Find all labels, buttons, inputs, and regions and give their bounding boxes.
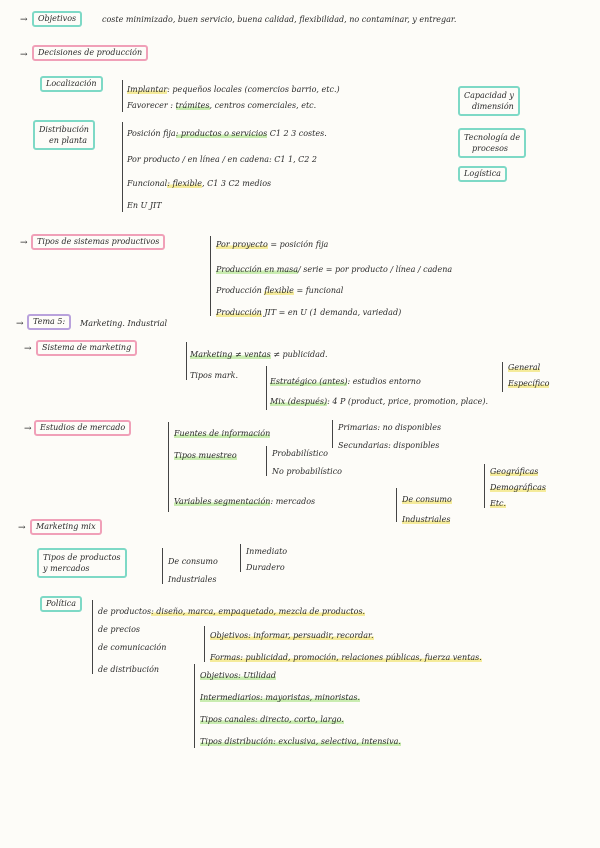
sistema-mkt-text: Sistema de marketing xyxy=(42,343,132,352)
tema-label: Tema 5: xyxy=(33,317,66,326)
produccion-masa-text: / serie = por producto / línea / cadena xyxy=(298,265,453,274)
capacidad-text1: Capacidad y xyxy=(464,91,514,100)
mix-heading xyxy=(30,519,102,535)
comunicacion-objetivos xyxy=(210,632,374,640)
mix-arrow: → xyxy=(18,523,26,533)
comunicacion-objetivos-text: Objetivos: informar, persuadir, recordar. xyxy=(210,631,374,640)
posicion-fija-label: Posición fija xyxy=(127,129,176,138)
mix-text: : 4 P (product, price, promotion, place). xyxy=(327,397,488,406)
variables-text: Variables segmentación xyxy=(174,497,271,506)
distribucion-line3 xyxy=(127,180,271,188)
comunicacion-formas-text: Formas: publicidad, promoción, relaciones públicas, fuerza ventas. xyxy=(210,653,482,662)
politica-distribucion: de distribución xyxy=(98,665,160,674)
de-consumo-text: De consumo xyxy=(402,495,452,504)
implantar-text: : pequeños locales (comercios barrio, etc.) xyxy=(167,85,340,94)
productos-text: : diseño, marca, empaquetado, mezcla de productos. xyxy=(151,607,366,616)
fuentes-text: Fuentes de información xyxy=(174,429,271,438)
localizacion-bracket xyxy=(122,80,123,112)
probabilistico-text: Probabilístico xyxy=(272,449,328,458)
capacidad-text2: dimensión xyxy=(472,102,514,112)
estudios-arrow: → xyxy=(24,424,32,434)
tipos-mark-bracket xyxy=(266,366,267,410)
objetivos-text: coste minimizado, buen servicio, buena calidad, flexibilidad, no contaminar, y entregar. xyxy=(102,15,457,24)
por-proyecto-text: = posición fija xyxy=(270,240,329,249)
tipos-sistemas-text: Tipos de sistemas productivos xyxy=(37,237,160,246)
sistema-mkt-heading xyxy=(36,340,137,356)
variables-line xyxy=(174,498,315,506)
funcional-text: , C1 3 C2 medios xyxy=(202,179,272,188)
productos-label: de productos xyxy=(98,607,152,616)
produccion-jit-highlight: JIT xyxy=(264,308,277,317)
logistica-text: Logística xyxy=(464,169,501,178)
muestreo-bracket xyxy=(266,446,267,476)
fuentes-line xyxy=(174,430,270,438)
produccion-jit-label: Producción xyxy=(216,308,262,317)
sistema-mkt-bracket xyxy=(186,342,187,380)
tecnologia-text1: Tecnología de xyxy=(464,133,521,142)
tecnologia-text2: procesos xyxy=(472,144,509,154)
geograficas-line xyxy=(490,468,538,476)
tipos-line4 xyxy=(216,309,401,317)
tipos-mark-label: Tipos mark. xyxy=(190,371,239,380)
tema-heading xyxy=(27,314,71,330)
capacidad-box xyxy=(458,86,520,116)
general-text: General xyxy=(508,363,541,372)
dist-tipos-text: Tipos distribución: exclusiva, selectiva, intensiva. xyxy=(200,737,401,746)
distribucion-line1 xyxy=(127,130,327,138)
tipos-line3 xyxy=(216,287,343,295)
objetivos-arrow: → xyxy=(20,15,28,25)
mix-heading-text: Marketing mix xyxy=(36,522,96,531)
politica-comunicacion: de comunicación xyxy=(98,643,167,652)
distribucion-politica-bracket xyxy=(194,664,195,748)
politica-text: Política xyxy=(46,599,77,608)
dist-canales xyxy=(200,716,344,724)
tipos-line2 xyxy=(216,266,452,274)
inmediato-text: Inmediato xyxy=(246,547,288,556)
distribucion-box xyxy=(33,120,95,150)
localizacion-box xyxy=(40,76,103,92)
tipos-line1 xyxy=(216,241,328,249)
mercados-text: : mercados xyxy=(270,497,316,506)
dist-tipos xyxy=(200,738,401,746)
estrategico-text: : estudios entorno xyxy=(347,377,421,386)
favorecer-text: , centros comerciales, etc. xyxy=(209,101,317,110)
primarias-text: Primarias: no disponibles xyxy=(338,423,442,432)
estudios-bracket xyxy=(168,422,169,512)
politica-productos xyxy=(98,608,365,616)
distribucion-line2: Por producto / en línea / en cadena: C1 1, C2 2 xyxy=(127,155,318,164)
productos-bracket xyxy=(162,548,163,584)
tecnologia-box xyxy=(458,128,526,158)
tipos-productos-text1: Tipos de productos xyxy=(43,553,121,562)
objetivos-heading xyxy=(32,11,82,27)
entorno-bracket xyxy=(502,362,503,392)
geograficas-text: Geográficas xyxy=(490,467,539,476)
dist-intermediarios xyxy=(200,694,360,702)
sistema-mkt-line1 xyxy=(190,351,328,359)
consumo-bracket xyxy=(484,464,485,508)
posicion-fija-text: C1 2 3 costes. xyxy=(269,129,327,138)
entorno-especifico xyxy=(508,380,549,388)
dist-objetivos-text: Objetivos: Utilidad xyxy=(200,671,276,680)
politica-box xyxy=(40,596,82,612)
entorno-general xyxy=(508,364,540,372)
produccion-masa-highlight: Producción en masa xyxy=(216,265,298,274)
distribucion-label2: en planta xyxy=(49,136,88,146)
estudios-heading xyxy=(34,420,131,436)
estrategico-line xyxy=(270,378,421,386)
produccion-jit-text: = en U (1 demanda, variedad) xyxy=(278,308,402,317)
fuentes-bracket xyxy=(332,420,333,448)
localizacion-line1 xyxy=(127,86,340,94)
objetivos-heading-text: Objetivos xyxy=(38,14,77,23)
decisiones-heading xyxy=(32,45,148,61)
tema-arrow: → xyxy=(16,319,24,329)
marketing-ventas-text: ≠ publicidad. xyxy=(273,350,328,359)
mix-line xyxy=(270,398,488,406)
implantar-label: Implantar xyxy=(127,85,168,94)
mix-industriales: Industriales xyxy=(168,575,217,584)
tipos-sistemas-heading xyxy=(31,234,165,250)
localizacion-text: Localización xyxy=(46,79,97,88)
etc-line xyxy=(490,500,506,508)
dist-intermediarios-text: Intermediarios: mayoristas, minoristas. xyxy=(200,693,360,702)
demograficas-line xyxy=(490,484,546,492)
tema-title: Marketing. Industrial xyxy=(80,319,168,328)
decisiones-arrow: → xyxy=(20,50,28,60)
por-proyecto-label: Por proyecto xyxy=(216,240,268,249)
marketing-ventas-highlight: Marketing ≠ ventas xyxy=(190,350,271,359)
demograficas-text: Demográficas xyxy=(490,483,546,492)
politica-bracket xyxy=(92,600,93,674)
tipos-sistemas-bracket xyxy=(210,236,211,316)
estrategico-label: Estratégico (antes) xyxy=(270,377,348,386)
tipos-muestreo-text: Tipos muestreo xyxy=(174,451,237,460)
tipos-sistemas-arrow: → xyxy=(20,238,28,248)
distribucion-label1: Distribución xyxy=(39,125,89,134)
etc-text: Etc. xyxy=(490,499,507,508)
duradero-text: Duradero xyxy=(246,563,285,572)
produccion-flexible-text: = funcional xyxy=(296,286,344,295)
sistema-mkt-arrow: → xyxy=(24,344,32,354)
dist-canales-text: Tipos canales: directo, corto, largo. xyxy=(200,715,344,724)
consumo-type-bracket xyxy=(240,544,241,572)
tipos-muestreo-line xyxy=(174,452,237,460)
distribucion-bracket xyxy=(122,122,123,212)
produccion-flexible-label: Producción xyxy=(216,286,262,295)
tipos-productos-text2: y mercados xyxy=(43,564,90,574)
mix-de-consumo: De consumo xyxy=(168,557,218,566)
mix-label: Mix (después) xyxy=(270,397,328,406)
no-probabilistico-text: No probabilístico xyxy=(272,467,342,476)
funcional-label: Funcional xyxy=(127,179,168,188)
produccion-flexible-highlight: flexible xyxy=(264,286,294,295)
localizacion-line2: Favorecer : trámites, centros comerciales, etc. xyxy=(127,101,317,110)
posicion-fija-highlight: : productos o servicios xyxy=(175,129,268,138)
de-consumo-line xyxy=(402,496,452,504)
funcional-highlight: : flexible xyxy=(167,179,202,188)
industriales-line xyxy=(402,516,450,524)
tipos-productos-box xyxy=(37,548,127,578)
comunicacion-formas xyxy=(210,654,482,662)
estudios-text: Estudios de mercado xyxy=(40,423,126,432)
mercados-bracket xyxy=(396,488,397,522)
comunicacion-bracket xyxy=(204,626,205,662)
politica-precios: de precios xyxy=(98,625,141,634)
especifico-text: Específico xyxy=(508,379,550,388)
favorecer-highlight: trámites xyxy=(175,101,210,110)
industriales-text: Industriales xyxy=(402,515,451,524)
favorecer-label: Favorecer xyxy=(127,101,168,110)
dist-objetivos xyxy=(200,672,276,680)
decisiones-heading-text: Decisiones de producción xyxy=(38,48,143,57)
secundarias-text: Secundarias: disponibles xyxy=(338,441,440,450)
logistica-box xyxy=(458,166,507,182)
distribucion-line4: En U JIT xyxy=(127,201,162,210)
